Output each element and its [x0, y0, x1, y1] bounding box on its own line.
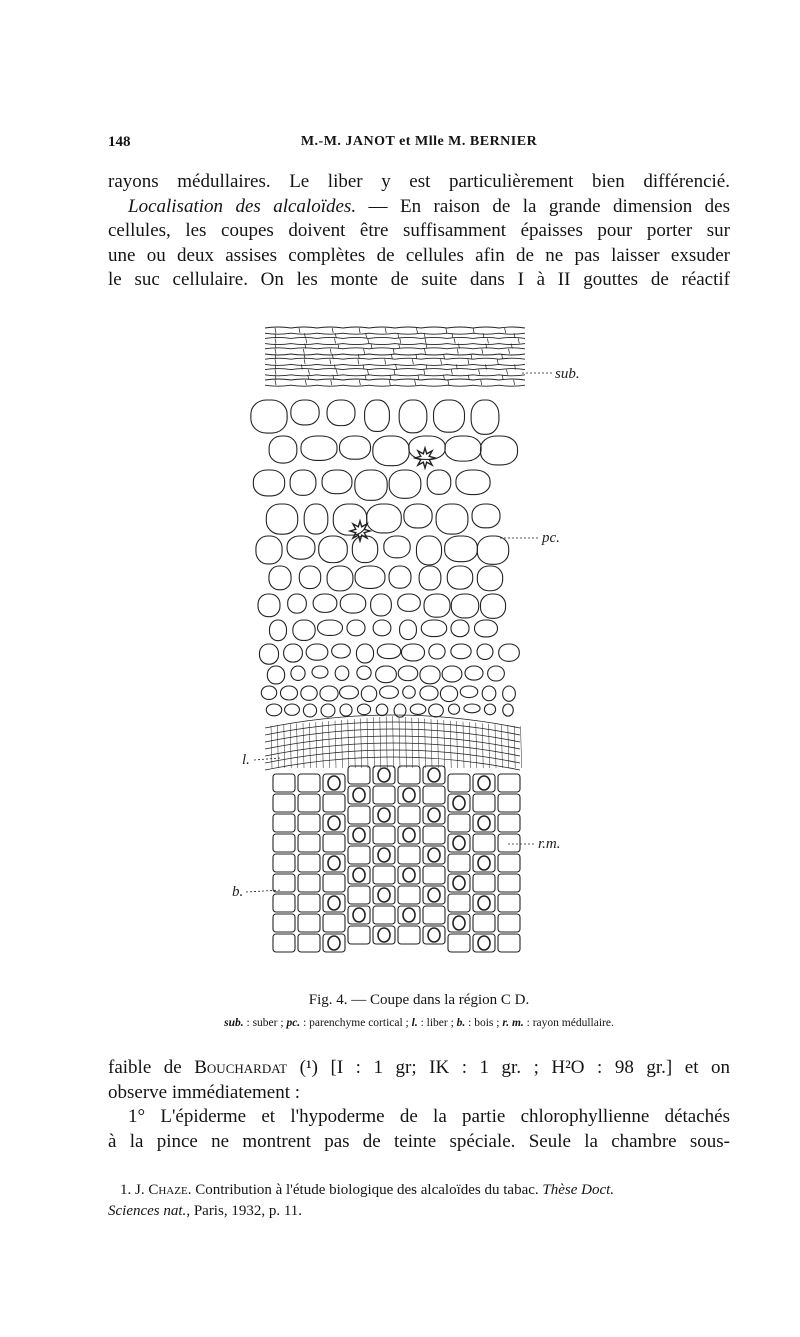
figure-label-sub: sub. [555, 366, 580, 382]
text-line: observe immédiatement : [108, 1081, 301, 1103]
legend-text: : liber ; [417, 1017, 457, 1029]
stem-section-figure [220, 318, 610, 988]
figure-caption [108, 992, 730, 1009]
section-heading-italic: Localisation des alcaloïdes. [128, 195, 357, 217]
text-fragment: . Contribution à l'étude biologique des alcaloïdes du tabac. [187, 1182, 543, 1198]
text-line: à la pince ne montrent pas de teinte spéciale. Seule la chambre sous- [108, 1130, 730, 1152]
text-line: cellules, les coupes doivent être suffisamment épaisses pour porter sur [108, 220, 730, 242]
text-line: une ou deux assises complètes de cellules afin de ne pas laisser exsuder [108, 244, 730, 266]
text-line: le suc cellulaire. On les monte de suite dans I à II gouttes de réactif [108, 269, 730, 291]
legend-abbr: pc. [286, 1017, 301, 1029]
legend-abbr: b. [456, 1017, 466, 1029]
figure-label-b: b. [232, 884, 244, 900]
paragraph-bottom [108, 1056, 730, 1154]
running-head: M.-M. JANOT et Mlle M. BERNIER [300, 134, 538, 149]
legend-text: : parenchyme cortical ; [300, 1017, 412, 1029]
legend-text: : suber ; [243, 1017, 287, 1029]
author-name: Bouchardat [194, 1057, 288, 1078]
legend-abbr: r. m. [502, 1017, 524, 1029]
figure-label-l: l. [242, 752, 250, 768]
author-name: Chaze [148, 1182, 188, 1198]
footnote [108, 1180, 730, 1222]
legend-text: : rayon médullaire. [523, 1017, 614, 1029]
page-number: 148 [108, 134, 131, 150]
text-line: 1° L'épiderme et l'hypoderme de la partie chlorophyllienne détachés [128, 1106, 730, 1128]
figure-label-pc: pc. [542, 530, 560, 546]
legend-abbr: sub. [224, 1017, 244, 1029]
figure-label-rm: r.m. [538, 836, 561, 852]
legend-abbr: l. [411, 1017, 418, 1029]
text-fragment: 1. J. [120, 1182, 149, 1198]
text-fragment: — En raison de la grande dimension des [356, 195, 730, 217]
text-line [108, 195, 730, 220]
text-fragment: , Paris, 1932, p. 11. [186, 1203, 303, 1219]
text-fragment: (¹) [I : 1 gr; IK : 1 gr. ; H²O : 98 gr.] et on [287, 1057, 731, 1078]
caption-text: Fig. 4. — Coupe dans la région C D. [308, 992, 530, 1008]
text-line [108, 1056, 730, 1081]
text-line: rayons médullaires. Le liber y est particulièrement bien différencié. [108, 171, 730, 192]
footnote-line [108, 1180, 730, 1201]
text-fragment: faible de [108, 1057, 195, 1078]
page-header [108, 134, 730, 160]
paragraph-top [108, 170, 730, 293]
footnote-line [108, 1201, 730, 1222]
text-fragment-italic: Thèse Doct. [542, 1182, 615, 1198]
legend-text: : bois ; [465, 1017, 503, 1029]
text-fragment-italic: Sciences nat. [108, 1203, 187, 1219]
figure-legend [108, 1017, 730, 1029]
